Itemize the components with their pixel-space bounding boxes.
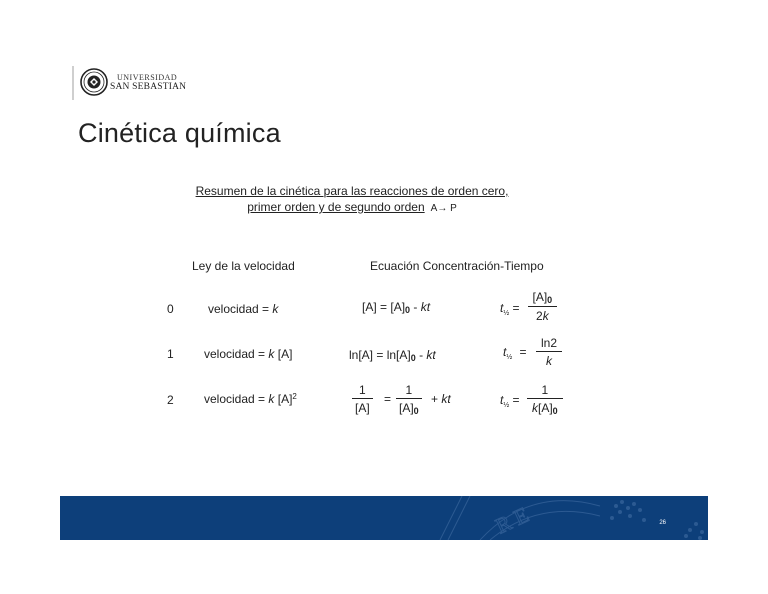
order-label: 2 [167, 393, 174, 407]
equals: = [380, 300, 388, 314]
logo-university-text: UNIVERSIDAD [117, 73, 178, 82]
velocidad-text: velocidad = [208, 302, 270, 316]
t-symbol: t [503, 345, 507, 359]
superscript-two: 2 [292, 392, 297, 401]
banner-watermark-icon [60, 496, 708, 540]
fraction-denominator: k [536, 351, 562, 368]
fraction-numerator: 1 [405, 383, 413, 397]
rate-law-second-order [204, 392, 297, 406]
page-number: 26 [659, 520, 666, 526]
subscript-zero: 0 [547, 295, 553, 305]
second-order-right-fraction [396, 383, 422, 416]
fraction-denominator [527, 398, 563, 416]
half-life-first-order-fraction [536, 336, 562, 368]
fraction-denominator [528, 306, 557, 323]
conc-a: [A] [362, 300, 377, 314]
svg-text:R E: R E [491, 501, 533, 539]
subtitle-line-1: Resumen de la cinética para las reacciones de orden cero, [195, 184, 509, 198]
fraction-denominator: [A] [352, 398, 373, 415]
order-label: 1 [167, 347, 174, 361]
logo-divider [72, 66, 74, 100]
ln-expression: ln[A] = ln[A] [349, 348, 411, 362]
subscript-zero: 0 [413, 406, 419, 416]
two: 2 [536, 309, 543, 323]
conc-a0: [A] [390, 300, 406, 314]
equals: = [512, 393, 520, 407]
header-rate-law: Ley de la velocidad [192, 259, 295, 273]
half-life-second-order-label [500, 393, 520, 409]
integrated-zero-order [362, 300, 430, 315]
half-life-second-order-fraction [527, 383, 563, 416]
half-subscript: ½ [503, 310, 510, 317]
rate-constant: k [268, 347, 275, 361]
fraction-denominator [396, 398, 422, 416]
rate-constant: k [532, 401, 538, 415]
equals: = [384, 392, 392, 406]
half-life-first-order-label [503, 345, 527, 361]
university-logo [72, 66, 212, 100]
half-life-zero-order-fraction [528, 290, 557, 323]
conc-a: [A] [277, 392, 293, 406]
conc-a: [A] [277, 347, 293, 361]
header-concentration-time: Ecuación Concentración-Tiempo [370, 259, 544, 273]
logo-name-text: SAN SEBASTIAN [110, 82, 187, 92]
order-label: 0 [167, 302, 174, 316]
footer-banner [60, 496, 708, 540]
kt: kt [420, 300, 431, 314]
rate-constant: k [272, 302, 279, 316]
velocidad-text: velocidad = [204, 392, 266, 406]
subscript-zero: 0 [405, 305, 411, 315]
subscript-zero: 0 [552, 406, 558, 416]
conc-a0: [A] [532, 290, 548, 304]
fraction-numerator: ln2 [540, 336, 557, 350]
minus: - [419, 348, 427, 362]
rate-law-zero-order [208, 302, 278, 316]
half-life-zero-order-label [500, 301, 520, 317]
plus-kt [431, 392, 451, 406]
subtitle-line-2: primer orden y de segundo orden [247, 200, 425, 214]
second-order-left-fraction [352, 383, 373, 415]
fraction-numerator: 1 [541, 383, 549, 397]
kt: kt [441, 392, 451, 406]
slide-title: Cinética química [78, 118, 281, 148]
kt: kt [426, 348, 436, 362]
equals: = [519, 345, 527, 359]
half-subscript: ½ [506, 354, 513, 361]
rate-law-first-order [204, 347, 292, 361]
plus: + [431, 392, 442, 406]
fraction-numerator: 1 [358, 383, 366, 397]
rate-constant: k [268, 392, 275, 406]
velocidad-text: velocidad = [204, 347, 266, 361]
half-subscript: ½ [503, 402, 510, 409]
integrated-first-order [349, 348, 436, 363]
t-symbol: t [500, 393, 504, 407]
minus: - [413, 300, 421, 314]
slide-subtitle [160, 183, 544, 217]
fraction-numerator [530, 290, 556, 306]
conc-a0: [A] [399, 401, 414, 415]
rate-constant: k [542, 309, 549, 323]
university-seal-icon [80, 68, 108, 96]
conc-a0: [A] [538, 401, 553, 415]
equals: = [512, 301, 520, 315]
t-symbol: t [500, 301, 504, 315]
subscript-zero: 0 [410, 353, 416, 363]
reaction-label: A→ P [430, 203, 457, 214]
